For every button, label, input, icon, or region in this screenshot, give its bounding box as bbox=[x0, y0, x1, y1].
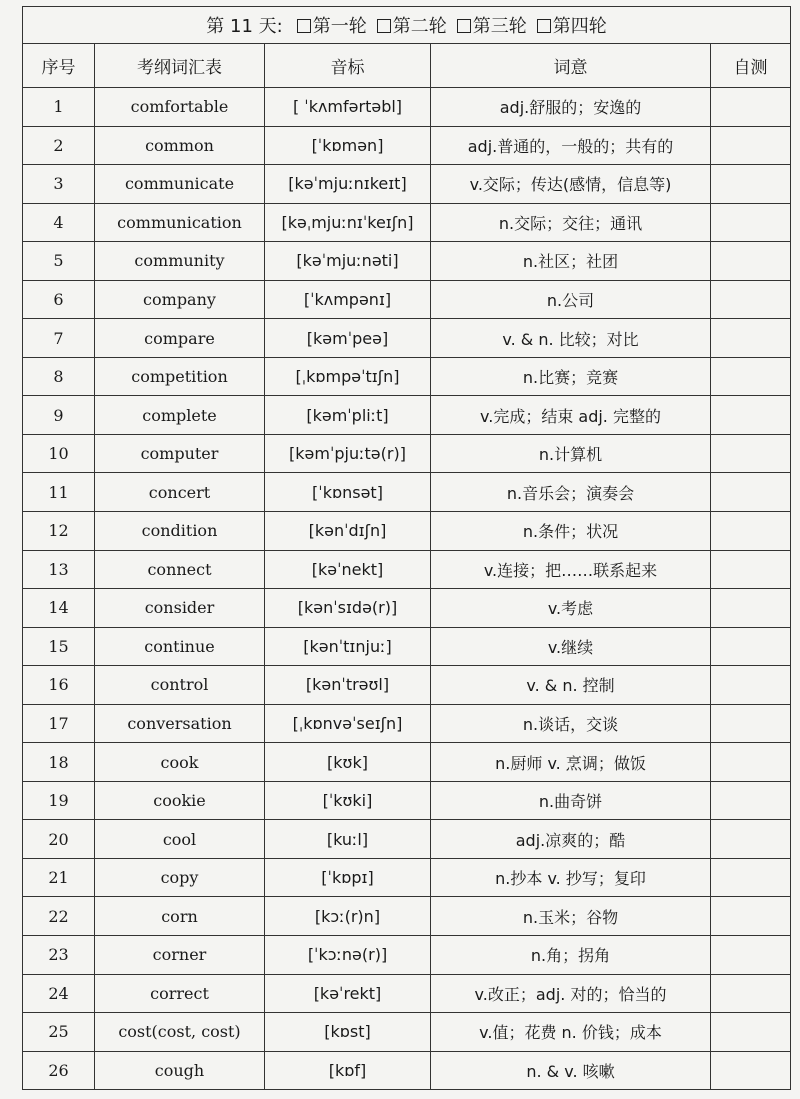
row-meaning: v. & n. 比较；对比 bbox=[431, 319, 711, 358]
table-row bbox=[23, 897, 791, 936]
row-word: cookie bbox=[95, 781, 265, 820]
row-phonetic: [kənˈsɪdə(r)] bbox=[265, 589, 431, 628]
row-self-test[interactable] bbox=[711, 165, 791, 204]
row-self-test[interactable] bbox=[711, 434, 791, 473]
table-row bbox=[23, 319, 791, 358]
row-meaning: n.音乐会；演奏会 bbox=[431, 473, 711, 512]
row-word: connect bbox=[95, 550, 265, 589]
row-word: corner bbox=[95, 936, 265, 975]
row-number: 15 bbox=[23, 627, 95, 666]
row-self-test[interactable] bbox=[711, 1051, 791, 1090]
table-row bbox=[23, 820, 791, 859]
table-row bbox=[23, 936, 791, 975]
row-number: 6 bbox=[23, 280, 95, 319]
row-word: competition bbox=[95, 357, 265, 396]
row-word: common bbox=[95, 126, 265, 165]
checkbox-round-3[interactable] bbox=[457, 19, 471, 33]
row-phonetic: [ˈkɒmən] bbox=[265, 126, 431, 165]
row-phonetic: [ˈkɒnsət] bbox=[265, 473, 431, 512]
day-title: 第 11 天: bbox=[206, 16, 283, 37]
table-row bbox=[23, 88, 791, 127]
row-word: cook bbox=[95, 743, 265, 782]
row-word: compare bbox=[95, 319, 265, 358]
table-row bbox=[23, 743, 791, 782]
row-word: control bbox=[95, 666, 265, 705]
row-meaning: n.社区；社团 bbox=[431, 242, 711, 281]
row-phonetic: [kəˈnekt] bbox=[265, 550, 431, 589]
row-phonetic: [kuːl] bbox=[265, 820, 431, 859]
table-row bbox=[23, 434, 791, 473]
row-number: 2 bbox=[23, 126, 95, 165]
row-meaning: n.交际；交往；通讯 bbox=[431, 203, 711, 242]
header-row bbox=[23, 44, 791, 88]
row-meaning: v. & n. 控制 bbox=[431, 666, 711, 705]
row-phonetic: [kəmˈpliːt] bbox=[265, 396, 431, 435]
row-word: communication bbox=[95, 203, 265, 242]
table-row bbox=[23, 781, 791, 820]
row-phonetic: [kəˈrekt] bbox=[265, 974, 431, 1013]
row-self-test[interactable] bbox=[711, 820, 791, 859]
table-row bbox=[23, 512, 791, 551]
table-row bbox=[23, 473, 791, 512]
row-meaning: v.完成；结束 adj. 完整的 bbox=[431, 396, 711, 435]
row-self-test[interactable] bbox=[711, 357, 791, 396]
row-self-test[interactable] bbox=[711, 704, 791, 743]
row-number: 18 bbox=[23, 743, 95, 782]
row-number: 5 bbox=[23, 242, 95, 281]
header-num: 序号 bbox=[23, 44, 95, 88]
header-word: 考纲词汇表 bbox=[95, 44, 265, 88]
row-phonetic: [ˈkʊki] bbox=[265, 781, 431, 820]
row-word: conversation bbox=[95, 704, 265, 743]
row-self-test[interactable] bbox=[711, 1013, 791, 1052]
table-row bbox=[23, 242, 791, 281]
row-phonetic: [ ˈkʌmfərtəbl] bbox=[265, 88, 431, 127]
row-number: 1 bbox=[23, 88, 95, 127]
row-word: company bbox=[95, 280, 265, 319]
row-number: 17 bbox=[23, 704, 95, 743]
row-word: complete bbox=[95, 396, 265, 435]
row-number: 23 bbox=[23, 936, 95, 975]
row-meaning: v.连接；把……联系起来 bbox=[431, 550, 711, 589]
row-phonetic: [kəmˈpjuːtə(r)] bbox=[265, 434, 431, 473]
row-number: 22 bbox=[23, 897, 95, 936]
table-row bbox=[23, 974, 791, 1013]
row-phonetic: [kəmˈpeə] bbox=[265, 319, 431, 358]
round-2-label: 第二轮 bbox=[392, 16, 447, 37]
row-meaning: adj.普通的，一般的；共有的 bbox=[431, 126, 711, 165]
checkbox-round-2[interactable] bbox=[377, 19, 391, 33]
row-meaning: adj.凉爽的；酷 bbox=[431, 820, 711, 859]
row-number: 4 bbox=[23, 203, 95, 242]
row-self-test[interactable] bbox=[711, 280, 791, 319]
row-meaning: v.交际；传达(感情，信息等) bbox=[431, 165, 711, 204]
row-meaning: v.值；花费 n. 价钱；成本 bbox=[431, 1013, 711, 1052]
row-phonetic: [kəˌmjuːnɪˈkeɪʃn] bbox=[265, 203, 431, 242]
row-phonetic: [kɒst] bbox=[265, 1013, 431, 1052]
row-self-test[interactable] bbox=[711, 203, 791, 242]
row-self-test[interactable] bbox=[711, 396, 791, 435]
row-phonetic: [ˈkɒpɪ] bbox=[265, 858, 431, 897]
row-number: 3 bbox=[23, 165, 95, 204]
checkbox-round-1[interactable] bbox=[297, 19, 311, 33]
row-number: 13 bbox=[23, 550, 95, 589]
row-phonetic: [ˌkɒnvəˈseɪʃn] bbox=[265, 704, 431, 743]
row-phonetic: [kɔː(r)n] bbox=[265, 897, 431, 936]
table-row bbox=[23, 126, 791, 165]
row-phonetic: [kʊk] bbox=[265, 743, 431, 782]
row-meaning: n.比赛；竞赛 bbox=[431, 357, 711, 396]
row-self-test[interactable] bbox=[711, 858, 791, 897]
row-self-test[interactable] bbox=[711, 88, 791, 127]
row-word: copy bbox=[95, 858, 265, 897]
row-number: 11 bbox=[23, 473, 95, 512]
table-row bbox=[23, 858, 791, 897]
row-meaning: n.厨师 v. 烹调；做饭 bbox=[431, 743, 711, 782]
table-row bbox=[23, 550, 791, 589]
row-word: comfortable bbox=[95, 88, 265, 127]
table-row bbox=[23, 704, 791, 743]
row-meaning: n.角；拐角 bbox=[431, 936, 711, 975]
table-row bbox=[23, 627, 791, 666]
row-self-test[interactable] bbox=[711, 897, 791, 936]
row-number: 14 bbox=[23, 589, 95, 628]
row-number: 9 bbox=[23, 396, 95, 435]
row-meaning: n.玉米；谷物 bbox=[431, 897, 711, 936]
table-row bbox=[23, 1013, 791, 1052]
title-cell bbox=[23, 7, 791, 44]
round-4-label: 第四轮 bbox=[552, 16, 607, 37]
row-phonetic: [kəˈmjuːnɪkeɪt] bbox=[265, 165, 431, 204]
row-self-test[interactable] bbox=[711, 627, 791, 666]
row-number: 12 bbox=[23, 512, 95, 551]
round-1-label: 第一轮 bbox=[312, 16, 367, 37]
row-phonetic: [kəˈmjuːnəti] bbox=[265, 242, 431, 281]
row-number: 26 bbox=[23, 1051, 95, 1090]
row-self-test[interactable] bbox=[711, 550, 791, 589]
row-number: 7 bbox=[23, 319, 95, 358]
table-row bbox=[23, 280, 791, 319]
row-self-test[interactable] bbox=[711, 319, 791, 358]
row-number: 24 bbox=[23, 974, 95, 1013]
table-row bbox=[23, 589, 791, 628]
row-self-test[interactable] bbox=[711, 743, 791, 782]
row-meaning: n.谈话，交谈 bbox=[431, 704, 711, 743]
row-self-test[interactable] bbox=[711, 589, 791, 628]
row-word: continue bbox=[95, 627, 265, 666]
row-number: 10 bbox=[23, 434, 95, 473]
row-self-test[interactable] bbox=[711, 974, 791, 1013]
row-meaning: n.抄本 v. 抄写；复印 bbox=[431, 858, 711, 897]
row-self-test[interactable] bbox=[711, 473, 791, 512]
row-meaning: v.改正；adj. 对的；恰当的 bbox=[431, 974, 711, 1013]
row-number: 8 bbox=[23, 357, 95, 396]
row-meaning: n.曲奇饼 bbox=[431, 781, 711, 820]
row-self-test[interactable] bbox=[711, 512, 791, 551]
row-word: communicate bbox=[95, 165, 265, 204]
row-self-test[interactable] bbox=[711, 242, 791, 281]
row-word: community bbox=[95, 242, 265, 281]
header-ipa: 音标 bbox=[265, 44, 431, 88]
row-phonetic: [kɒf] bbox=[265, 1051, 431, 1090]
row-word: correct bbox=[95, 974, 265, 1013]
row-word: cough bbox=[95, 1051, 265, 1090]
row-meaning: adj.舒服的；安逸的 bbox=[431, 88, 711, 127]
row-self-test[interactable] bbox=[711, 126, 791, 165]
row-number: 19 bbox=[23, 781, 95, 820]
row-word: concert bbox=[95, 473, 265, 512]
row-self-test[interactable] bbox=[711, 781, 791, 820]
row-meaning: n. & v. 咳嗽 bbox=[431, 1051, 711, 1090]
table-row bbox=[23, 1051, 791, 1090]
row-phonetic: [ˌkɒmpəˈtɪʃn] bbox=[265, 357, 431, 396]
row-meaning: n.条件；状况 bbox=[431, 512, 711, 551]
row-meaning: v.考虑 bbox=[431, 589, 711, 628]
vocabulary-sheet bbox=[22, 6, 790, 1090]
row-word: cool bbox=[95, 820, 265, 859]
table-row bbox=[23, 666, 791, 705]
row-phonetic: [kənˈtɪnjuː] bbox=[265, 627, 431, 666]
row-word: computer bbox=[95, 434, 265, 473]
row-phonetic: [kənˈtrəʊl] bbox=[265, 666, 431, 705]
row-self-test[interactable] bbox=[711, 936, 791, 975]
row-number: 20 bbox=[23, 820, 95, 859]
header-meaning: 词意 bbox=[431, 44, 711, 88]
row-self-test[interactable] bbox=[711, 666, 791, 705]
header-self-test: 自测 bbox=[711, 44, 791, 88]
row-meaning: n.公司 bbox=[431, 280, 711, 319]
row-number: 16 bbox=[23, 666, 95, 705]
row-meaning: v.继续 bbox=[431, 627, 711, 666]
row-word: cost(cost, cost) bbox=[95, 1013, 265, 1052]
table-row bbox=[23, 357, 791, 396]
vocabulary-table bbox=[22, 6, 791, 1090]
row-phonetic: [ˈkʌmpənɪ] bbox=[265, 280, 431, 319]
table-row bbox=[23, 396, 791, 435]
row-word: consider bbox=[95, 589, 265, 628]
row-word: condition bbox=[95, 512, 265, 551]
row-phonetic: [ˈkɔːnə(r)] bbox=[265, 936, 431, 975]
row-phonetic: [kənˈdɪʃn] bbox=[265, 512, 431, 551]
title-row bbox=[23, 7, 791, 44]
row-word: corn bbox=[95, 897, 265, 936]
table-row bbox=[23, 203, 791, 242]
row-number: 25 bbox=[23, 1013, 95, 1052]
row-number: 21 bbox=[23, 858, 95, 897]
checkbox-round-4[interactable] bbox=[537, 19, 551, 33]
round-3-label: 第三轮 bbox=[472, 16, 527, 37]
table-row bbox=[23, 165, 791, 204]
row-meaning: n.计算机 bbox=[431, 434, 711, 473]
